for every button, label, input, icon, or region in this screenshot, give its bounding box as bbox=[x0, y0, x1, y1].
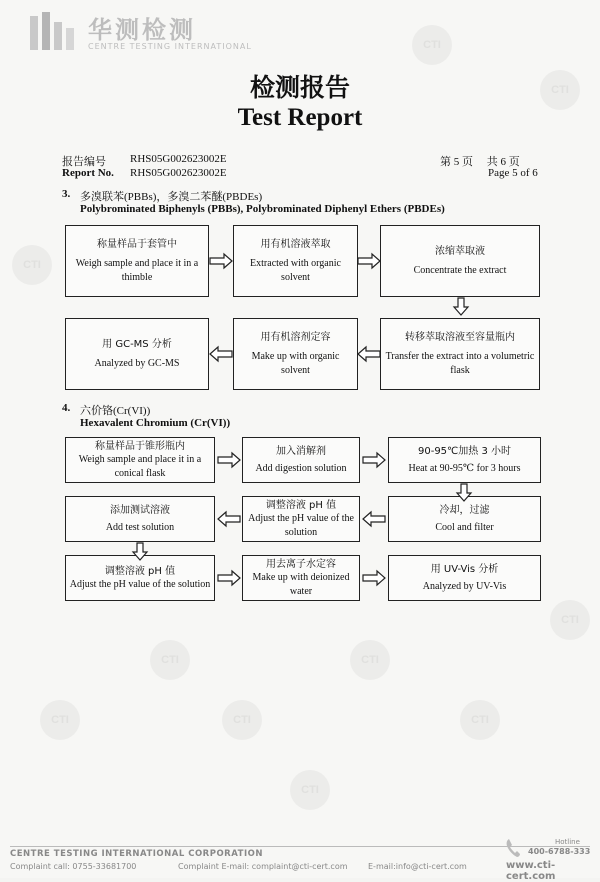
footer-company: CENTRE TESTING INTERNATIONAL CORPORATION bbox=[10, 849, 263, 859]
watermark-icon: CTI bbox=[550, 600, 590, 640]
arrow-right bbox=[218, 571, 240, 585]
footer-hotline: 400-6788-333 bbox=[528, 847, 591, 856]
footer-complaint-call: Complaint call: 0755-33681700 bbox=[10, 862, 137, 871]
step-label-en: Extracted with organic solvent bbox=[250, 258, 341, 283]
watermark-icon: CTI bbox=[290, 770, 330, 810]
flow4-step-5 bbox=[242, 496, 360, 542]
footer-complaint-email: Complaint E-mail: complaint@cti-cert.com bbox=[178, 862, 348, 871]
footer-email: E-mail:info@cti-cert.com bbox=[368, 862, 467, 871]
flow3-step-4 bbox=[380, 318, 540, 390]
step-label-cn: 冷却，过滤 bbox=[439, 504, 490, 516]
step-label-en: Add test solution bbox=[105, 522, 175, 533]
step-label-cn: 用去离子水定容 bbox=[266, 558, 336, 570]
step-label-en: Analyzed by UV-Vis bbox=[422, 581, 507, 592]
step-label-cn: 添加测试溶液 bbox=[110, 504, 170, 516]
page-indicator-cn: 第 5 页 共 6 页 bbox=[440, 156, 520, 168]
step-label-cn: 转移萃取溶液至容量瓶内 bbox=[405, 331, 515, 343]
arrow-right bbox=[218, 453, 240, 467]
step-label-en: Make up with deionized water bbox=[252, 572, 350, 597]
flow3-step-6 bbox=[65, 318, 209, 390]
flow3-step-3 bbox=[380, 225, 540, 297]
footer-website: www.cti-cert.com bbox=[506, 860, 556, 882]
section3-number: 3. bbox=[62, 188, 71, 200]
step-label-cn: 90-95℃加热 3 小时 bbox=[417, 445, 511, 457]
step-label-cn: 调整溶液 pH 值 bbox=[104, 565, 176, 577]
arrow-left bbox=[218, 512, 240, 526]
arrow-right bbox=[358, 254, 380, 268]
flow4-step-4 bbox=[388, 496, 541, 542]
arrow-right bbox=[363, 571, 385, 585]
watermark-icon: CTI bbox=[540, 70, 580, 110]
flow4-step-8 bbox=[242, 555, 360, 601]
arrow-left bbox=[210, 347, 232, 361]
step-label-en: Transfer the extract into a volumetric flask bbox=[385, 351, 535, 376]
report-no-value-1: RHS05G002623002E bbox=[130, 153, 227, 165]
step-label-cn: 用 UV-Vis 分析 bbox=[430, 563, 499, 575]
report-no-value-2: RHS05G002623002E bbox=[130, 167, 227, 179]
step-label-en: Heat at 90-95℃ for 3 hours bbox=[408, 463, 521, 474]
step-label-cn: 称量样品于套管中 bbox=[97, 238, 177, 250]
watermark-icon: CTI bbox=[412, 25, 452, 65]
report-no-label-en: Report No. bbox=[62, 167, 114, 179]
step-label-en: Make up with organic solvent bbox=[251, 351, 340, 376]
report-no-label-cn: 报告编号 bbox=[62, 156, 106, 168]
step-label-cn: 用有机溶液萃取 bbox=[260, 238, 331, 250]
step-label-en: Concentrate the extract bbox=[413, 265, 507, 276]
step-label-cn: 浓缩萃取液 bbox=[435, 245, 485, 257]
step-label-cn: 加入消解剂 bbox=[276, 445, 326, 457]
watermark-icon: CTI bbox=[12, 245, 52, 285]
watermark-icon: CTI bbox=[150, 640, 190, 680]
flow4-step-9 bbox=[388, 555, 541, 601]
flow3-step-2 bbox=[233, 225, 358, 297]
section4-number: 4. bbox=[62, 402, 71, 414]
watermark-icon: CTI bbox=[350, 640, 390, 680]
flow4-step-3 bbox=[388, 437, 541, 483]
flow3-step-5 bbox=[233, 318, 358, 390]
step-label-cn: 用有机溶剂定容 bbox=[260, 331, 331, 343]
arrow-right bbox=[210, 254, 232, 268]
watermark-icon: CTI bbox=[460, 700, 500, 740]
company-name-en: CENTRE TESTING INTERNATIONAL bbox=[88, 42, 252, 51]
step-label-en: Weigh sample and place it in a thimble bbox=[75, 258, 199, 283]
page-title-cn: 检测报告 bbox=[249, 73, 350, 102]
page-title-en: Test Report bbox=[237, 104, 363, 131]
step-label-en: Analyzed by GC-MS bbox=[94, 358, 180, 369]
step-label-cn: 称量样品于锥形瓶内 bbox=[95, 440, 185, 452]
flow3-step-1 bbox=[65, 225, 209, 297]
watermark-icon: CTI bbox=[40, 700, 80, 740]
arrow-right bbox=[363, 453, 385, 467]
step-label-cn: 调整溶液 pH 值 bbox=[265, 499, 337, 511]
arrow-down bbox=[454, 298, 468, 315]
section4-title-en: Hexavalent Chromium (Cr(VI)) bbox=[80, 417, 231, 429]
flow4-step-2 bbox=[242, 437, 360, 483]
step-label-en: Adjust the pH value of the solution bbox=[69, 579, 211, 590]
company-name-cn: 华测检测 bbox=[88, 16, 196, 44]
flow4-step-1 bbox=[65, 437, 215, 483]
section3-title-cn: 多溴联苯(PBBs)，多溴二苯醚(PBDEs) bbox=[80, 191, 263, 203]
watermark-icon: CTI bbox=[222, 700, 262, 740]
flow4-step-6 bbox=[65, 496, 215, 542]
step-label-en: Adjust the pH value of the solution bbox=[248, 513, 354, 538]
step-label-cn: 用 GC-MS 分析 bbox=[102, 338, 172, 350]
footer-divider bbox=[10, 846, 590, 847]
footer-hotline-label: Hotline bbox=[555, 838, 580, 846]
step-label-en: Weigh sample and place it in a conical flask bbox=[78, 454, 202, 479]
section3-title-en: Polybrominated Biphenyls (PBBs), Polybrominated Diphenyl Ethers (PBDEs) bbox=[80, 203, 445, 215]
phone-icon bbox=[505, 838, 521, 858]
flow4-step-7 bbox=[65, 555, 215, 601]
step-label-en: Add digestion solution bbox=[255, 463, 347, 474]
page-indicator-en: Page 5 of 6 bbox=[488, 167, 538, 179]
step-label-en: Cool and filter bbox=[435, 522, 494, 533]
arrow-left bbox=[363, 512, 385, 526]
cti-logo-icon bbox=[30, 12, 74, 52]
section4-title-cn: 六价铬(Cr(VI)) bbox=[80, 405, 151, 417]
arrow-left bbox=[358, 347, 380, 361]
